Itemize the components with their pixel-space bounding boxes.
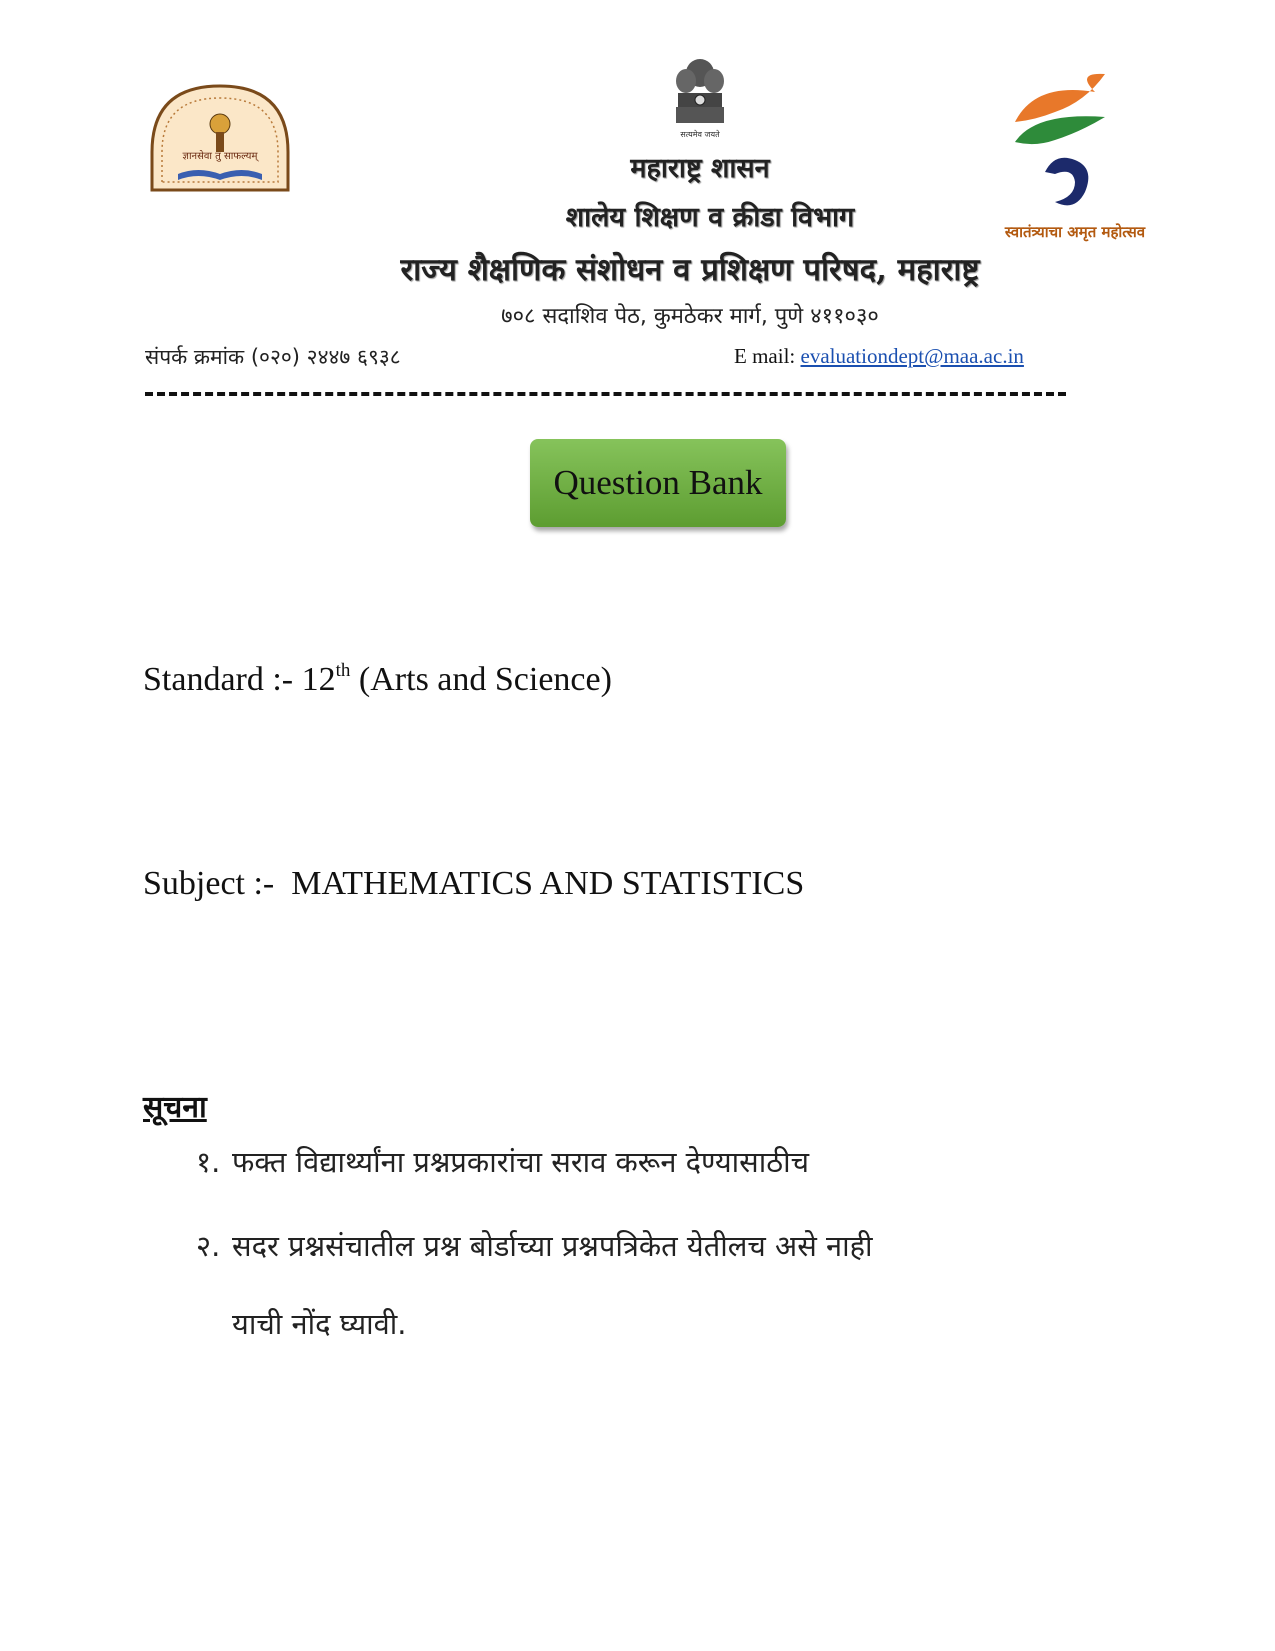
notice-item-text: सदर प्रश्नसंचातील प्रश्न बोर्डाच्या प्रश्नपत्रिकेत येतीलच असे नाही	[232, 1229, 873, 1263]
address-line: ७०८ सदाशिव पेठ, कुमठेकर मार्ग, पुणे ४११०३०	[501, 304, 879, 329]
national-emblem	[668, 55, 732, 141]
notice-item-continuation: याची नोंद घ्यावी.	[232, 1307, 407, 1341]
email-link[interactable]: evaluationdept@maa.ac.in	[800, 344, 1024, 368]
amrit-mahotsav-caption: स्वातंत्र्याचा अमृत महोत्सव	[1004, 223, 1146, 241]
notice-heading: सूचना	[143, 1090, 207, 1125]
standard-stream: (Arts and Science)	[350, 661, 612, 698]
standard-prefix: Standard :- 12	[143, 661, 336, 698]
notice-item	[196, 1142, 809, 1181]
standard-line	[143, 660, 612, 699]
notice-item-text: फक्त विद्यार्थ्यांना प्रश्नप्रकारांचा सराव करून देण्यासाठीच	[232, 1145, 810, 1179]
notice-item-number: १.	[196, 1145, 221, 1179]
subject-line: Subject :- MATHEMATICS AND STATISTICS	[143, 865, 805, 902]
scert-logo-icon	[148, 82, 292, 194]
department-title: शालेय शिक्षण व क्रीडा विभाग	[565, 202, 855, 233]
council-title: राज्य शैक्षणिक संशोधन व प्रशिक्षण परिषद, महाराष्ट्र	[400, 252, 980, 288]
notice-item-number: २.	[196, 1229, 221, 1263]
dashed-divider	[145, 392, 1066, 396]
standard-suffix: th	[335, 660, 351, 681]
govt-title: महाराष्ट्र शासन	[630, 153, 770, 184]
notice-item	[196, 1226, 873, 1265]
lion-capital-icon	[668, 55, 732, 131]
email-row	[734, 344, 1024, 369]
email-label: E mail:	[734, 344, 796, 368]
emblem-motto: सत्यमेव जयते	[680, 130, 720, 139]
scert-logo	[148, 82, 292, 194]
contact-number: संपर्क क्रमांक (०२०) २४४७ ६९३८	[145, 345, 401, 369]
scert-motto: ज्ञानसेवा तु साफल्यम्	[182, 151, 258, 162]
question-bank-banner: Question Bank	[530, 439, 786, 527]
